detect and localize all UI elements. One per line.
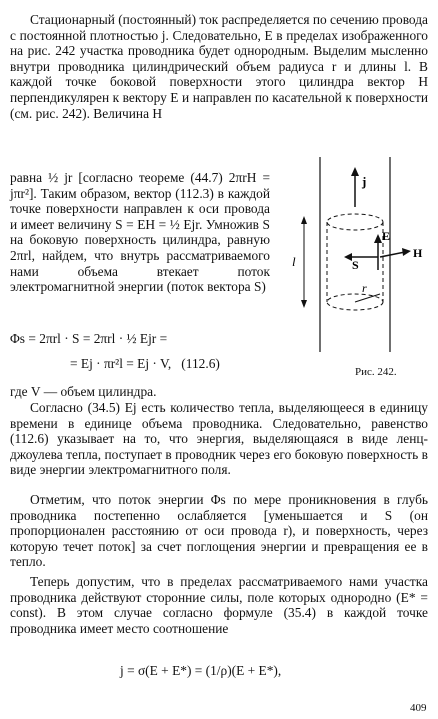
figure-caption: Рис. 242. bbox=[355, 366, 397, 378]
paragraph-5: Отметим, что поток энергии Φs по мере проникновения в глубь проводника постепенно ослабляется [уменьшается и S (он пропорционален расстоянию от оси провода r), и поверхность, через которую течет поток] за счет поглощения энергии и превращения ее в тепло. bbox=[10, 492, 428, 570]
paragraph-6: Теперь допустим, что в пределах рассматриваемого нами участка проводника действуют сторонние силы, поле которых однородно (E* = const). В этом случае согласно формуле (35.4) в каждой точке проводника имеет место соотношение bbox=[10, 574, 428, 636]
label-l: l bbox=[292, 254, 296, 269]
j-arrowhead bbox=[351, 167, 359, 176]
radius-line bbox=[355, 294, 380, 302]
label-j: j bbox=[362, 174, 367, 189]
equation-1a: Φs = 2πrl · S = 2πrl · ½ Ejr = bbox=[10, 331, 168, 346]
length-arrow-bottom bbox=[301, 300, 307, 308]
cylinder-top bbox=[327, 214, 383, 230]
H-arrowhead bbox=[402, 248, 411, 256]
page-number: 409 bbox=[410, 702, 427, 714]
paragraph-4: Согласно (34.5) Ej есть количество тепла, выделяющееся в единицу времени в единице объема проводника. Следовательно, равенство (112.6) указывает на то, что энергия, выделяющаяся в виде ленц-джоулева тепла, поступает в проводник через его боковую поверхность в виде энергии электромагнитного поля. bbox=[10, 400, 428, 478]
paragraph-1: Стационарный (постоянный) ток распределяется по сечению провода с постоянной плотностью j. Следовательно, E в пределах изображенного на рис. 242 участка проводника будет однородным. Выделим мысленно внутри проводника цилиндрический объем радиуса r и длины l. В каждой точке боковой поверхности этого цилиндра вектор H перпендикулярен к вектору E и направлен по касательной к поверхности (см. рис. 242). Величина H bbox=[10, 12, 428, 121]
E-arrowhead bbox=[374, 234, 382, 243]
label-E: E bbox=[382, 229, 391, 243]
paragraph-3: где V — объем цилиндра. bbox=[10, 384, 157, 399]
figure-242-cylinder bbox=[290, 152, 430, 392]
equation-2: j = σ(E + E*) = (1/ρ)(E + E*), bbox=[120, 663, 282, 678]
label-H: H bbox=[413, 246, 423, 260]
length-arrow-top bbox=[301, 216, 307, 224]
label-r: r bbox=[362, 281, 367, 295]
H-arrow bbox=[380, 252, 405, 257]
equation-1b: = Ej · πr²l = Ej · V, (112.6) bbox=[70, 356, 220, 371]
paragraph-2: равна ½ jr [согласно теореме (44.7) 2πrH = jπr²]. Таким образом, вектор (112.3) в каждой точке поверхности направлен к оси провода и имеет величину S = EH = ½ Ejr. Умножив S на боковую поверхность цилиндра, равную 2πrl, найдем, что внутрь рассматриваемого нами объема втекает поток электромагнитной энергии (поток вектора S) bbox=[10, 170, 270, 295]
S-arrowhead bbox=[344, 253, 352, 261]
label-S: S bbox=[352, 258, 359, 272]
